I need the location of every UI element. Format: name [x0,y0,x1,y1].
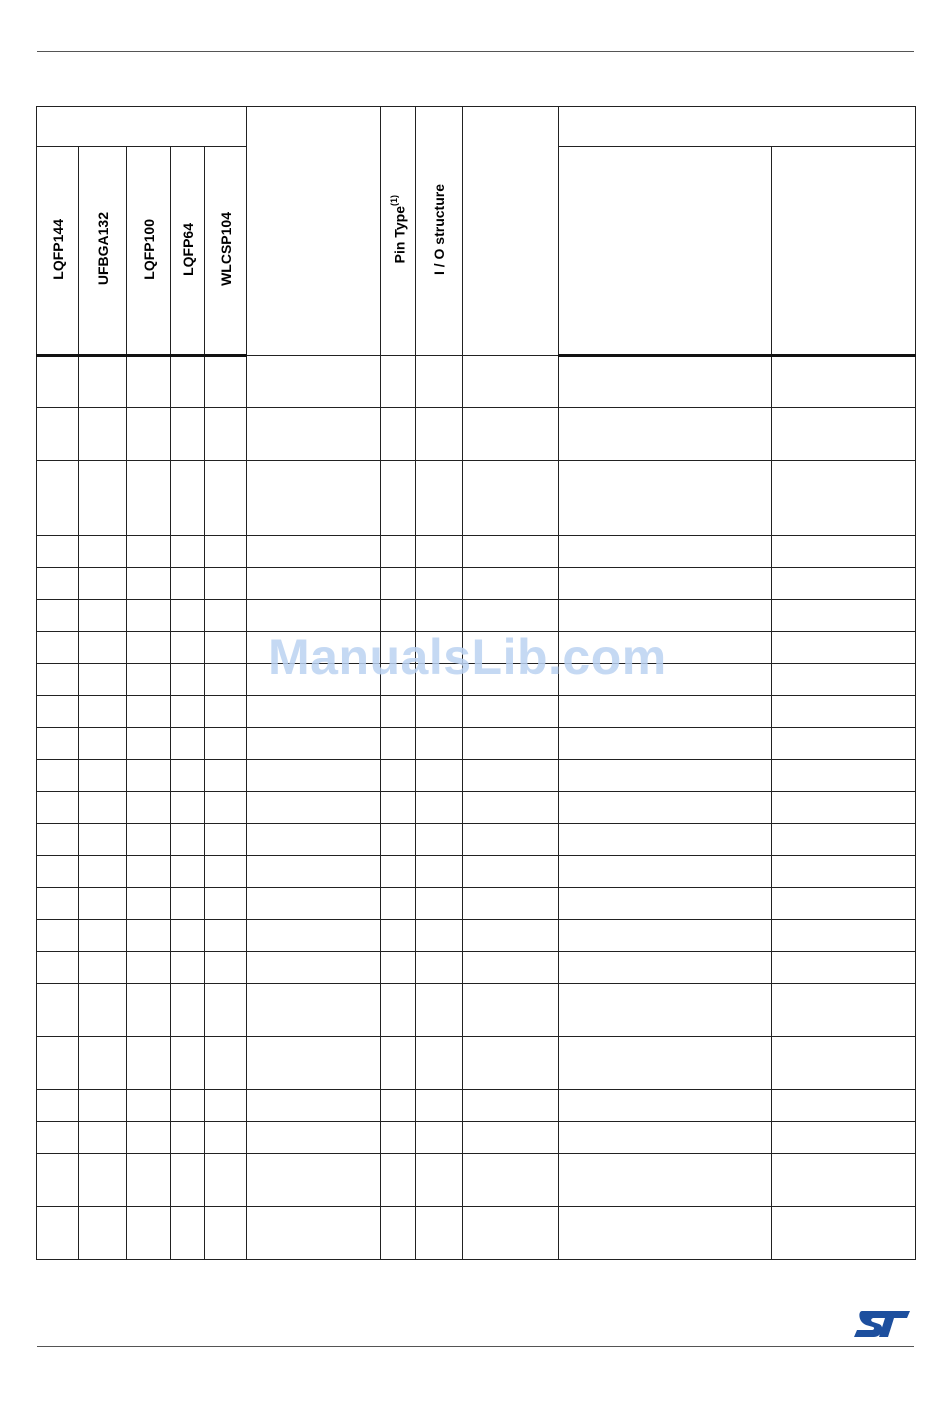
table-cell [381,920,416,952]
table-cell [127,664,171,696]
table-cell [559,728,772,760]
table-cell [37,1122,79,1154]
pin-name-header [247,107,381,356]
table-cell [247,952,381,984]
package-header-lqfp64 [171,147,205,356]
table-cell [37,856,79,888]
table-cell [247,1037,381,1090]
table-cell [416,1207,463,1260]
table-cell [416,1154,463,1207]
table-cell [37,632,79,664]
table-cell [205,792,247,824]
table-cell [171,356,205,408]
package-label: LQFP64 [179,222,196,276]
table-cell [79,408,127,461]
table-cell [37,600,79,632]
table-cell [247,760,381,792]
table-cell [416,792,463,824]
table-row [37,728,916,760]
table-group-header-row [37,107,916,147]
table-cell [463,600,559,632]
table-cell [127,1037,171,1090]
table-row [37,536,916,568]
st-logo-icon [852,1309,912,1339]
table-cell [381,568,416,600]
table-cell [559,408,772,461]
table-cell [127,792,171,824]
table-cell [79,664,127,696]
table-cell [559,1122,772,1154]
table-cell [37,1090,79,1122]
table-cell [463,824,559,856]
table-cell [381,356,416,408]
table-cell [247,792,381,824]
table-cell [381,600,416,632]
table-cell [205,1090,247,1122]
notes-header [463,107,559,356]
table-cell [381,984,416,1037]
table-cell [416,1090,463,1122]
table-row [37,824,916,856]
table-row [37,1037,916,1090]
table-cell [79,461,127,536]
table-cell [127,600,171,632]
table-cell [171,461,205,536]
table-cell [381,1207,416,1260]
table-cell [79,792,127,824]
table-cell [171,888,205,920]
table-cell [205,632,247,664]
table-cell [127,408,171,461]
table-cell [171,632,205,664]
table-row [37,1207,916,1260]
table-cell [171,920,205,952]
package-header-lqfp100 [127,147,171,356]
table-cell [772,760,916,792]
table-cell [772,461,916,536]
table-cell [772,632,916,664]
table-cell [772,408,916,461]
alternate-functions-header [559,147,772,356]
table-cell [37,952,79,984]
pin-type-header [381,107,416,356]
table-cell [247,824,381,856]
table-cell [247,728,381,760]
table-cell [772,1154,916,1207]
table-cell [79,1037,127,1090]
table-row [37,356,916,408]
table-cell [79,632,127,664]
table-cell [463,536,559,568]
table-cell [772,1122,916,1154]
table-cell [171,1037,205,1090]
table-cell [247,536,381,568]
table-cell [559,568,772,600]
table-cell [205,824,247,856]
table-cell [37,664,79,696]
table-cell [79,984,127,1037]
table-cell [205,728,247,760]
table-cell [247,888,381,920]
table-cell [463,984,559,1037]
table-cell [171,1154,205,1207]
table-cell [171,1122,205,1154]
table-cell [463,1207,559,1260]
table-cell [37,568,79,600]
table-cell [416,760,463,792]
table-cell [37,984,79,1037]
table-cell [171,408,205,461]
table-cell [559,856,772,888]
table-cell [772,696,916,728]
table-cell [205,408,247,461]
table-cell [171,824,205,856]
table-cell [37,728,79,760]
table-cell [772,1037,916,1090]
table-cell [37,356,79,408]
table-row [37,461,916,536]
table-cell [127,356,171,408]
table-cell [416,600,463,632]
table-cell [205,856,247,888]
table-cell [171,664,205,696]
table-cell [171,760,205,792]
pin-number-group-header [37,107,247,147]
table-cell [205,888,247,920]
table-cell [463,408,559,461]
table-cell [205,696,247,728]
table-cell [79,824,127,856]
package-header-lqfp144 [37,147,79,356]
table-cell [247,696,381,728]
table-cell [416,696,463,728]
table-cell [205,952,247,984]
table-cell [416,920,463,952]
table-cell [171,1207,205,1260]
table-cell [381,696,416,728]
table-cell [381,536,416,568]
table-cell [205,568,247,600]
table-cell [205,1207,247,1260]
table-cell [416,536,463,568]
table-row [37,696,916,728]
table-cell [381,1037,416,1090]
table-cell [416,728,463,760]
table-cell [559,1207,772,1260]
table-cell [559,356,772,408]
table-cell [127,568,171,600]
table-row [37,1090,916,1122]
package-label: UFBGA132 [94,212,111,286]
table-cell [127,824,171,856]
table-cell [772,664,916,696]
table-cell [171,856,205,888]
table-cell [559,920,772,952]
table-row [37,760,916,792]
table-cell [772,920,916,952]
table-cell [79,952,127,984]
table-cell [247,984,381,1037]
table-cell [416,568,463,600]
table-cell [79,536,127,568]
table-cell [247,461,381,536]
table-cell [463,760,559,792]
table-cell [559,536,772,568]
table-cell [37,792,79,824]
table-cell [772,728,916,760]
table-cell [205,600,247,632]
table-cell [416,461,463,536]
table-cell [381,1154,416,1207]
table-cell [772,1090,916,1122]
table-cell [79,1122,127,1154]
table-cell [416,1122,463,1154]
io-structure-header [416,107,463,356]
table-cell [559,792,772,824]
table-cell [37,1207,79,1260]
table-cell [127,856,171,888]
header-rule [37,51,914,52]
table-cell [171,696,205,728]
table-cell [463,356,559,408]
package-label: WLCSP104 [217,212,234,286]
table-cell [381,728,416,760]
table-cell [463,1037,559,1090]
table-cell [772,856,916,888]
table-cell [772,888,916,920]
table-cell [416,952,463,984]
table-cell [463,1090,559,1122]
footer-rule [37,1346,914,1347]
table-cell [463,728,559,760]
table-cell [463,461,559,536]
table-cell [79,920,127,952]
table-cell [559,888,772,920]
table-cell [127,1154,171,1207]
additional-functions-header [772,147,916,356]
table-cell [127,696,171,728]
table-cell [79,1154,127,1207]
table-cell [79,856,127,888]
table-cell [127,952,171,984]
table-row [37,408,916,461]
table-cell [772,356,916,408]
table-cell [79,728,127,760]
table-cell [37,760,79,792]
table-cell [205,984,247,1037]
table-cell [205,664,247,696]
table-cell [772,536,916,568]
table-cell [463,568,559,600]
table-cell [381,461,416,536]
table-row [37,568,916,600]
table-cell [463,952,559,984]
table-cell [772,568,916,600]
table-row [37,856,916,888]
table-cell [171,536,205,568]
table-cell [79,1090,127,1122]
table-cell [772,824,916,856]
table-row [37,1154,916,1207]
table-cell [205,1037,247,1090]
watermark: ManualsLib.com [268,629,667,685]
table-cell [247,1154,381,1207]
table-cell [381,792,416,824]
table-cell [171,728,205,760]
table-row [37,920,916,952]
table-cell [79,888,127,920]
table-cell [205,1122,247,1154]
table-cell [559,1154,772,1207]
table-cell [772,952,916,984]
table-cell [171,952,205,984]
table-cell [127,728,171,760]
table-cell [463,920,559,952]
package-label: LQFP144 [49,218,66,280]
table-cell [381,952,416,984]
table-cell [127,888,171,920]
table-cell [416,1037,463,1090]
table-row [37,1122,916,1154]
table-cell [171,568,205,600]
table-cell [559,696,772,728]
table-cell [247,356,381,408]
table-cell [79,356,127,408]
table-cell [463,888,559,920]
table-cell [127,1207,171,1260]
table-cell [381,856,416,888]
table-cell [559,824,772,856]
table-cell [416,888,463,920]
table-cell [205,1154,247,1207]
package-header-ufbga132 [79,147,127,356]
table-cell [171,792,205,824]
table-cell [171,1090,205,1122]
table-cell [381,824,416,856]
table-cell [127,536,171,568]
table-row [37,792,916,824]
table-cell [127,632,171,664]
table-cell [247,920,381,952]
table-cell [463,856,559,888]
table-cell [772,984,916,1037]
table-cell [127,1122,171,1154]
table-cell [247,856,381,888]
table-row [37,952,916,984]
table-cell [205,461,247,536]
table-cell [559,984,772,1037]
table-cell [381,1090,416,1122]
table-cell [79,568,127,600]
pin-type-label: Pin Type [391,206,408,264]
table-cell [463,696,559,728]
table-cell [772,1207,916,1260]
table-cell [247,408,381,461]
table-cell [559,600,772,632]
table-cell [37,824,79,856]
table-cell [171,600,205,632]
table-cell [463,1154,559,1207]
table-cell [247,1090,381,1122]
table-cell [416,856,463,888]
table-cell [416,984,463,1037]
table-row [37,600,916,632]
package-header-wlcsp104 [205,147,247,356]
table-cell [205,920,247,952]
table-cell [37,408,79,461]
table-row [37,984,916,1037]
io-structure-label: I / O structure [431,183,448,276]
table-cell [127,461,171,536]
table-cell [127,920,171,952]
table-cell [463,1122,559,1154]
table-cell [559,760,772,792]
table-cell [127,984,171,1037]
table-cell [171,984,205,1037]
table-cell [127,760,171,792]
table-cell [37,461,79,536]
table-cell [247,1122,381,1154]
table-cell [559,1090,772,1122]
table-cell [37,1154,79,1207]
table-cell [772,792,916,824]
table-cell [416,356,463,408]
table-cell [205,760,247,792]
table-cell [37,696,79,728]
table-cell [127,1090,171,1122]
table-cell [37,888,79,920]
table-cell [205,356,247,408]
table-cell [79,600,127,632]
table-cell [381,760,416,792]
table-cell [37,920,79,952]
table-cell [37,536,79,568]
table-cell [247,1207,381,1260]
table-row [37,888,916,920]
package-label: LQFP100 [140,218,157,280]
table-cell [79,1207,127,1260]
pin-type-footnote: (1) [388,195,399,207]
table-cell [416,824,463,856]
table-cell [772,600,916,632]
table-cell [381,888,416,920]
table-cell [463,792,559,824]
table-cell [559,461,772,536]
table-cell [247,568,381,600]
table-cell [559,1037,772,1090]
pin-functions-group-header [559,107,916,147]
table-cell [559,952,772,984]
table-cell [247,600,381,632]
table-cell [381,408,416,461]
table-cell [416,408,463,461]
table-cell [37,1037,79,1090]
table-cell [79,696,127,728]
table-cell [205,536,247,568]
table-cell [79,760,127,792]
table-cell [381,1122,416,1154]
